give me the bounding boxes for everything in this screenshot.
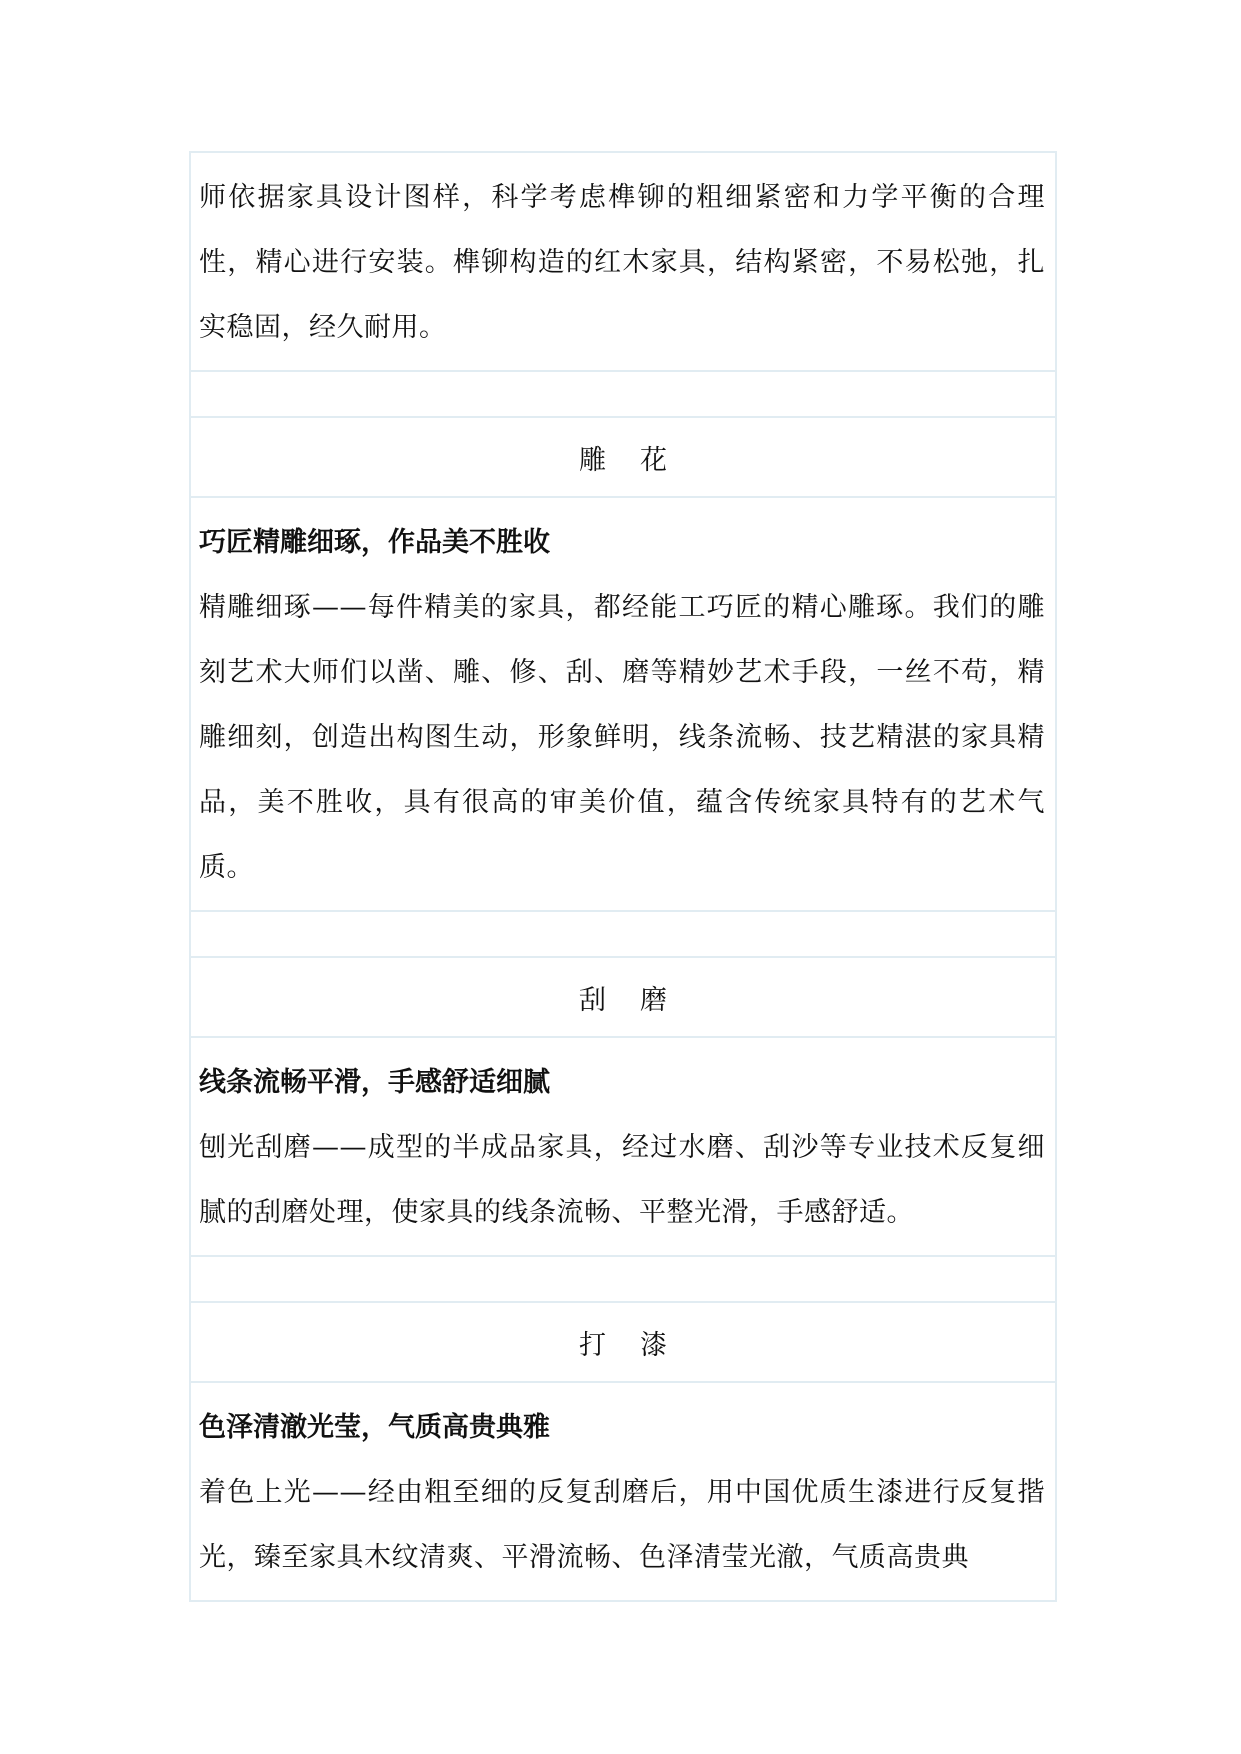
section-paragraph: 着色上光——经由粗至细的反复刮磨后，用中国优质生漆进行反复揩光，臻至家具木纹清爽、平滑流畅、色泽清莹光澈，气质高贵典 — [199, 1477, 1045, 1573]
section-title-char: 刮 — [579, 984, 606, 1016]
intro-cell — [191, 153, 1055, 370]
section-title-char: 雕 — [579, 444, 606, 476]
section-paragraph: 精雕细琢——每件精美的家具，都经能工巧匠的精心雕琢。我们的雕刻艺术大师们以凿、雕、修、刮、磨等精妙艺术手段，一丝不苟，精雕细刻，创造出构图生动，形象鲜明，线条流畅、技艺精湛的家具精品，美不胜收，具有很高的审美价值，蕴含传统家具特有的艺术气质。 — [199, 592, 1045, 883]
section-title-row-lacquer — [191, 1301, 1055, 1381]
section-title-char: 打 — [579, 1329, 606, 1361]
section-title-char: 花 — [640, 444, 667, 476]
section-title-row-carving — [191, 416, 1055, 496]
section-title-carving — [579, 438, 667, 477]
intro-paragraph: 师依据家具设计图样，科学考虑榫铆的粗细紧密和力学平衡的合理性，精心进行安装。榫铆构造的红木家具，结构紧密，不易松弛，扎实稳固，经久耐用。 — [199, 182, 1045, 343]
section-title-scraping — [579, 978, 667, 1017]
section-title-char: 磨 — [640, 984, 667, 1016]
section-subtitle: 色泽清澈光莹，气质高贵典雅 — [199, 1412, 550, 1443]
section-title-row-scraping — [191, 956, 1055, 1036]
section-body-lacquer — [191, 1381, 1055, 1600]
spacer-row — [191, 370, 1055, 416]
section-body-scraping — [191, 1036, 1055, 1255]
section-title-char: 漆 — [640, 1329, 667, 1361]
section-subtitle: 线条流畅平滑，手感舒适细腻 — [199, 1067, 550, 1098]
section-title-lacquer — [579, 1323, 667, 1362]
content-table — [189, 151, 1057, 1602]
section-subtitle: 巧匠精雕细琢，作品美不胜收 — [199, 527, 550, 558]
spacer-row — [191, 1255, 1055, 1301]
section-body-carving — [191, 496, 1055, 910]
section-paragraph: 刨光刮磨——成型的半成品家具，经过水磨、刮沙等专业技术反复细腻的刮磨处理，使家具的线条流畅、平整光滑，手感舒适。 — [199, 1132, 1045, 1228]
spacer-row — [191, 910, 1055, 956]
